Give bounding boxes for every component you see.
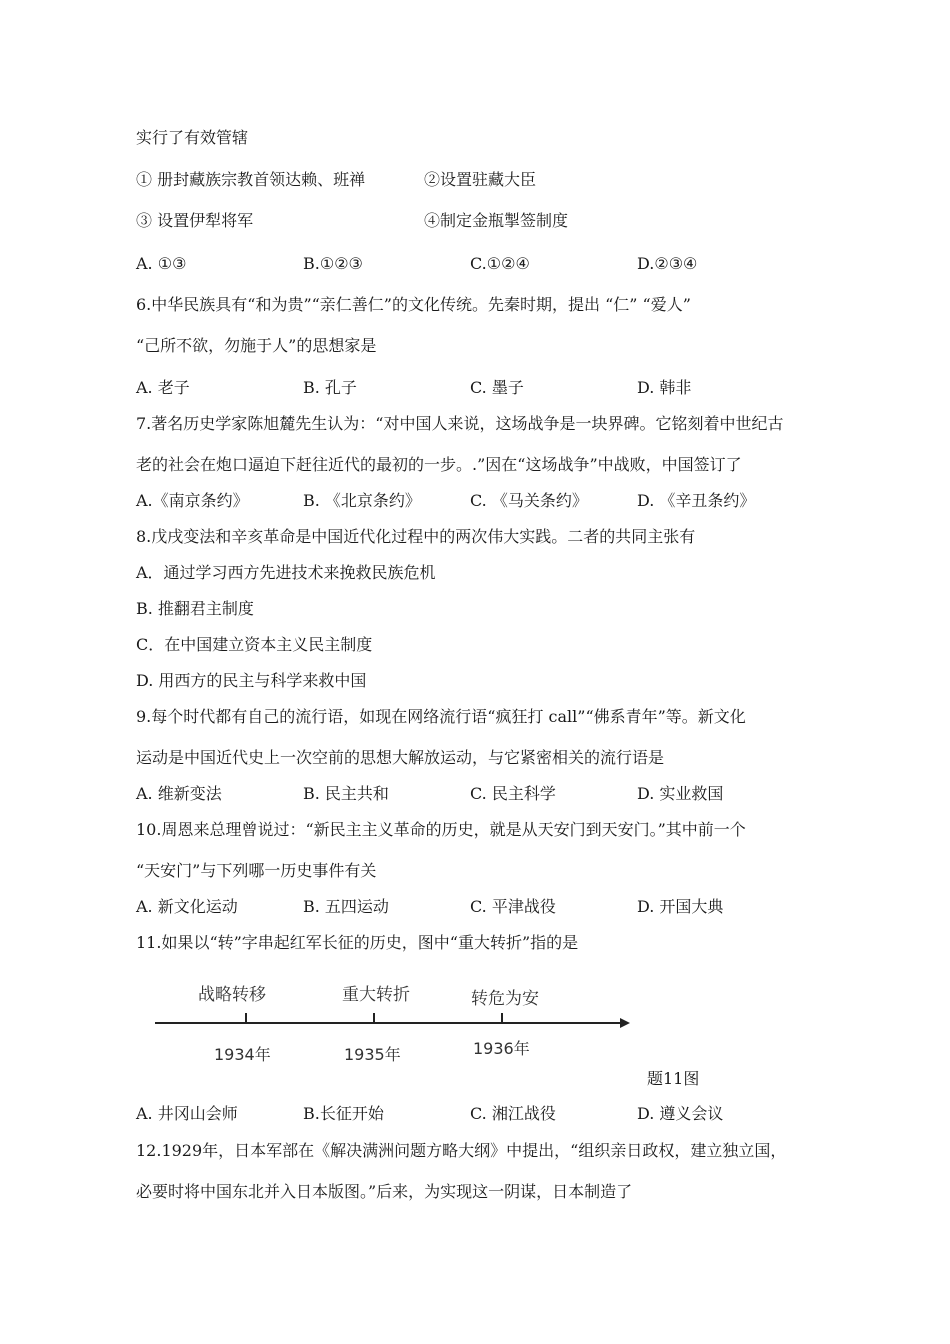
q7-option-c: C. 《马关条约》 [470,491,588,510]
q5-item-3: ③ 设置伊犁将军 [136,211,254,230]
q9-stem-line-2: 运动是中国近代史上一次空前的思想大解放运动，与它紧密相关的流行语是 [136,748,665,767]
q11-option-c: C. 湘江战役 [470,1104,556,1123]
timeline-arrowhead [620,1018,630,1028]
q9-option-d: D. 实业救国 [637,784,724,803]
q7-stem-line-1: 7.著名历史学家陈旭麓先生认为：“对中国人来说，这场战争是一块界碑。它铭刻着中世纪古 [136,414,784,433]
q12-stem-line-1: 12.1929年，日本军部在《解决满洲问题方略大纲》中提出，“组织亲日政权，建立独立国， [136,1141,787,1160]
q8-stem: 8.戊戌变法和辛亥革命是中国近代化过程中的两次伟大实践。二者的共同主张有 [136,527,696,546]
q6-stem-line-2: “己所不欲，勿施于人”的思想家是 [136,336,377,355]
q6-stem-line-1: 6.中华民族具有“和为贵”“亲仁善仁”的文化传统。先秦时期，提出 “仁” “爱人” [136,295,691,314]
q9-option-c: C. 民主科学 [470,784,556,803]
q12-stem-line-2: 必要时将中国东北并入日本版图。”后来，为实现这一阴谋，日本制造了 [136,1182,633,1201]
q6-option-c: C. 墨子 [470,378,524,397]
q11-timeline-figure [150,970,640,1070]
q5-option-d: D.②③④ [637,254,698,273]
q6-option-a: A. 老子 [136,378,190,397]
q7-option-a: A.《南京条约》 [136,491,249,510]
q5-option-b: B.①②③ [303,254,363,273]
q9-option-a: A. 维新变法 [136,784,222,803]
q10-option-c: C. 平津战役 [470,897,556,916]
q11-stem: 11.如果以“转”字串起红军长征的历史，图中“重大转折”指的是 [136,933,579,952]
q10-option-b: B. 五四运动 [303,897,389,916]
q5-item-1: ① 册封藏族宗教首领达赖、班禅 [136,170,366,189]
q11-option-d: D. 遵义会议 [637,1104,724,1123]
q5-item-4: ④制定金瓶掣签制度 [424,211,569,230]
q8-option-a: A．通过学习西方先进技术来挽救民族危机 [136,563,436,582]
timeline-event-label: 重大转折 [342,985,410,1005]
q5-option-c: C.①②④ [470,254,530,273]
q10-stem-line-2: “天安门”与下列哪一历史事件有关 [136,861,377,880]
q10-option-d: D. 开国大典 [637,897,724,916]
q6-option-d: D. 韩非 [637,378,692,397]
q5-item-2: ②设置驻藏大臣 [424,170,537,189]
q11-option-b: B.长征开始 [303,1104,384,1123]
q7-stem-line-2: 老的社会在炮口逼迫下赶往近代的最初的一步。.”因在“这场战争”中战败，中国签订了 [136,455,742,474]
q9-option-b: B. 民主共和 [303,784,389,803]
q7-option-b: B. 《北京条约》 [303,491,421,510]
timeline-year-label: 1934年 [214,1045,271,1064]
q9-stem-line-1: 9.每个时代都有自己的流行语，如现在网络流行语“疯狂打 call”“佛系青年”等。新文化 [136,707,746,726]
q10-option-a: A. 新文化运动 [136,897,238,916]
timeline-year-label: 1935年 [344,1045,401,1064]
q5-continuation: 实行了有效管辖 [136,128,249,147]
q5-option-a: A. ①③ [136,254,187,273]
q8-option-d: D. 用西方的民主与科学来救中国 [136,671,367,690]
q11-option-a: A. 井冈山会师 [136,1104,238,1123]
q7-option-d: D. 《辛丑条约》 [637,491,756,510]
timeline-year-label: 1936年 [473,1039,530,1058]
q8-option-b: B. 推翻君主制度 [136,599,254,618]
q6-option-b: B. 孔子 [303,378,357,397]
q8-option-c: C．在中国建立资本主义民主制度 [136,635,373,654]
q10-stem-line-1: 10.周恩来总理曾说过：“新民主主义革命的历史，就是从天安门到天安门。”其中前一个 [136,820,746,839]
figure-caption: 题11图 [647,1069,700,1088]
timeline-event-label: 战略转移 [198,985,266,1005]
timeline-event-label: 转危为安 [471,989,539,1009]
